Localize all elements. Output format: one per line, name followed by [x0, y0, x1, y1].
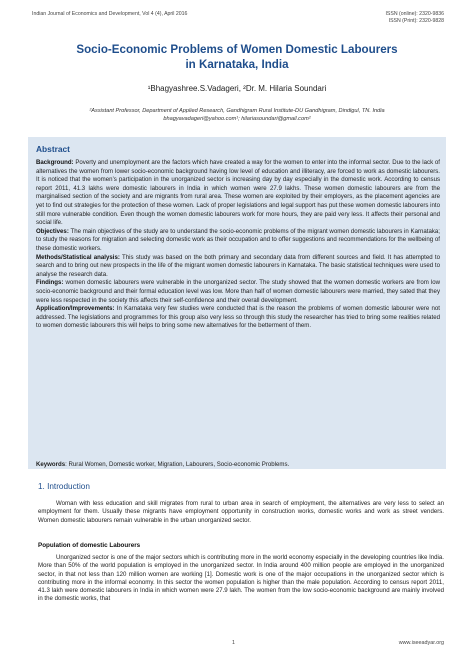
paper-title	[40, 42, 434, 72]
introduction-paragraph	[38, 500, 444, 525]
page-number: 1	[232, 640, 235, 646]
findings-label: Findings:	[36, 279, 64, 287]
objectives-text: The main objectives of the study are to understand the socio-economic problems of the migrant women domestic labourers in Karnataka; to study the reasons for migration and selecting domestic work as their occupation and to offer suggestions and recommendations for the wellbeing of these domestic workers.	[36, 227, 440, 252]
findings-text: women domestic labourers were vulnerable in the unorganized sector. The study showed that the women domestic workers are from low socio-economic background and their formal education level was low. More than half of women domestic labourers were married, they sated that they were less respected in the society this affects their self-confidence and their overall development.	[36, 279, 440, 304]
abstract-application	[36, 305, 440, 331]
abstract-background	[36, 159, 440, 228]
paper-title-line2: in Karnataka, India	[185, 58, 289, 71]
affiliation-block	[30, 107, 444, 123]
paper-title-line1: Socio-Economic Problems of Women Domestic Labourers	[76, 43, 398, 56]
abstract-methods	[36, 254, 440, 280]
abstract-heading: Abstract	[36, 144, 70, 154]
methods-text: This study was based on the both primary and secondary data from different sources and field. It has attempted to search and to bring out new prospects in the life of the migrant women domestic labourers in Karnataka. The basic statistical techniques were used to analyse the research data.	[36, 253, 441, 278]
issn-print: ISSN (Print): 2320-9828	[388, 18, 444, 24]
journal-url: www.iseeadyar.org	[398, 640, 444, 646]
abstract-body	[36, 159, 440, 331]
abstract-findings	[36, 279, 440, 305]
journal-header: Indian Journal of Economics and Development, Vol 4 (4), April 2016	[32, 11, 188, 17]
application-text: In Karnataka very few studies were conducted that is the reason the problems of women domestic labourer were not addressed. The legislations and programmes for this group also very less so through this study the researcher has tried to bring some realities related to women domestic labourers this will helps to bring some new alternatives for the betterment of them.	[36, 305, 440, 330]
application-label: Application/Improvements:	[36, 305, 115, 313]
keywords-text: : Rural Women, Domestic worker, Migration, Labourers, Socio-economic Problems.	[65, 461, 290, 468]
population-paragraph	[38, 554, 444, 604]
author-list: ¹Bhagyashree.S.Vadageri, ²Dr. M. Hilaria Soundari	[147, 84, 327, 93]
intro-text: Woman with less education and skill migrates from rural to urban area in search of employment, the alternatives are very less to select an employment for them. Usually these migrants have employment opportunity in construction works, domestic works and work as street venders. Women domestic labourers remain vulnerable in the urban unorganized sector.	[38, 500, 444, 524]
section-title-introduction: 1. Introduction	[38, 482, 90, 491]
keywords-label: Keywords	[36, 461, 66, 468]
abstract-objectives	[36, 228, 440, 254]
background-label: Background:	[36, 159, 74, 166]
keywords	[36, 461, 440, 468]
population-text: Unorganized sector is one of the major sectors which is contributing more in the world economy especially in the developing countries like India. More than 50% of the world population is employed in the unorganized sector. In India around 400 million people are employed in the unorganized sector, in that not less than 120 million women are working [1]. Domestic work is one of the major occupations in the unorganized sector which is contributing more in the informal economy. In this sector the women population is higher than the male population. According to census report 2011, 41.3 lakh were domestic labourers in India in which women were 27.9 lakh. The women from the low socio-economic background are mainly involved in the domestic works, that	[38, 554, 444, 603]
subsection-title-population: Population of domestic Labourers	[38, 542, 141, 549]
issn-online: ISSN (online): 2320-9836	[385, 11, 444, 17]
background-text: Poverty and unemployment are the factors which have created a way for the women to enter into the informal sector. Due to the lack of alternatives the women from lower socio-economic background having low level of education and illiteracy, are forced to work as domestic labourers. It is noticed that the women’s participation in the unorganized sector is increasing day by day especially in the domestic work. According to census report 2011, 41.3 lakhs were domestic labourers in India in which women were 27.9 lakhs. These women domestic labourers are from the marginalised section of the society and are migrants from rural area. These women are exploited by their employers, as the placement agencies are yet to find out strategies for the protection of these women. Lack of proper legislations and legal support has put these women domestic labourers into still more vulnerable condition. Even though the women domestic labourers work for more hours, they are paid very less. It affects their personal and social life.	[36, 159, 440, 227]
abstract-box	[28, 137, 446, 469]
affiliation: ²Assistant Professor, Department of Applied Research, Gandhigram Rural Institute-DU Gandhigram, Dindigul, TN. India	[89, 108, 385, 114]
objectives-label: Objectives:	[36, 227, 69, 235]
issn-block	[385, 11, 444, 25]
methods-label: Methods/Statistical analysis:	[36, 253, 120, 261]
author-emails: bhagyavadageri@yahoo.com¹; hilariasoundari@gmail.com²	[163, 116, 311, 122]
